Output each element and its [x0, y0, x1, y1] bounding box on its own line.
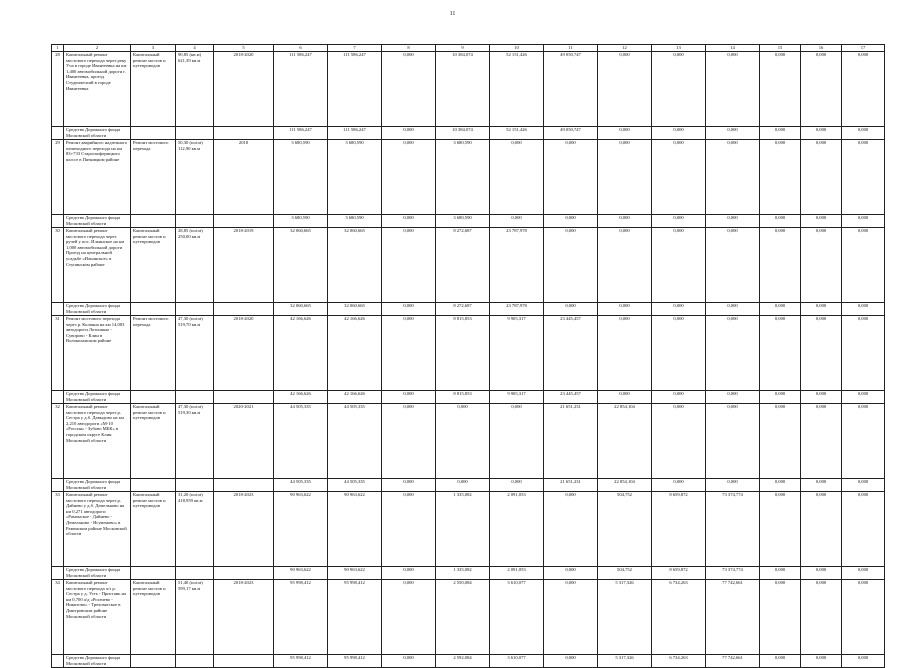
amount-cell: 23 445,457: [544, 316, 598, 391]
page-number: 11: [449, 11, 456, 17]
amount-cell: 21 651,231: [544, 479, 598, 492]
row-number: 30: [52, 228, 64, 303]
amount-cell: 32 060,665: [274, 303, 328, 316]
amount-cell: 0,000: [544, 228, 598, 303]
amount-cell: 0,000: [801, 52, 842, 127]
amount-cell: 0,000: [842, 52, 885, 127]
amount-cell: 0,000: [598, 316, 652, 391]
column-number: 12: [598, 45, 652, 52]
amount-cell: 2 592,084: [436, 655, 490, 668]
amount-cell: 3 680,590: [328, 215, 382, 228]
amount-cell: 22 854,104: [598, 479, 652, 492]
empty-cell: [176, 303, 214, 316]
amount-cell: 90 963,622: [328, 567, 382, 580]
amount-cell: 0,000: [652, 140, 706, 215]
amount-cell: 52 151,426: [490, 52, 544, 127]
funding-source: Средства Дорожного фонда Московской области: [64, 655, 131, 668]
amount-cell: 0,000: [652, 404, 706, 479]
table-row: [52, 580, 885, 655]
empty-cell: [214, 127, 274, 140]
empty-cell: [131, 127, 176, 140]
amount-cell: 0,000: [706, 140, 760, 215]
amount-cell: 0,000: [652, 228, 706, 303]
amount-cell: 0,000: [842, 567, 885, 580]
amount-cell: 0,000: [801, 492, 842, 567]
object-capacity: 31,20 (пог.м) 418,959 кв.м: [176, 492, 214, 567]
amount-cell: 0,000: [382, 580, 436, 655]
empty-cell: [131, 567, 176, 580]
amount-cell: 32 060,665: [274, 228, 328, 303]
amount-cell: 0,000: [801, 567, 842, 580]
amount-cell: 10 384,074: [436, 127, 490, 140]
amount-cell: 0,000: [544, 215, 598, 228]
empty-cell: [214, 303, 274, 316]
column-number-row: [52, 45, 885, 52]
object-name: Капитальный ремонт мостового перехода через р. Дайнево у д.б. Демельково на км 0,271 автодороги «Рамонское - Дайнево - Демельково - Игуменово» в Раменском районе Московской области: [64, 492, 131, 567]
empty-cell: [176, 127, 214, 140]
amount-cell: 0,000: [842, 655, 885, 668]
table-row: [52, 140, 885, 215]
amount-cell: 0,000: [842, 316, 885, 391]
work-type: Капитальный ремонт мостов и путепроводов: [131, 52, 176, 127]
row-number: 31: [52, 316, 64, 391]
amount-cell: 42 166,626: [328, 391, 382, 404]
amount-cell: 0,000: [382, 655, 436, 668]
amount-cell: 0,000: [842, 479, 885, 492]
amount-cell: 0,000: [652, 215, 706, 228]
amount-cell: 10 384,074: [436, 52, 490, 127]
work-years: 2018-2020: [214, 52, 274, 127]
column-number: 9: [436, 45, 490, 52]
amount-cell: 0,000: [490, 404, 544, 479]
column-number: 7: [328, 45, 382, 52]
empty-cell: [176, 655, 214, 668]
amount-cell: 0,000: [598, 52, 652, 127]
funding-source: Средства Дорожного фонда Московской области: [64, 215, 131, 228]
amount-cell: 0,000: [801, 140, 842, 215]
amount-cell: 0,000: [598, 228, 652, 303]
row-number: 33: [52, 492, 64, 567]
funding-source: Средства Дорожного фонда Московской области: [64, 391, 131, 404]
amount-cell: 8 272,687: [436, 228, 490, 303]
funding-source-row: [52, 127, 885, 140]
funding-source-row: [52, 215, 885, 228]
amount-cell: 0,000: [760, 316, 801, 391]
column-number: 13: [652, 45, 706, 52]
empty-cell: [52, 391, 64, 404]
amount-cell: 0,000: [706, 228, 760, 303]
work-years: 2018-2019: [214, 228, 274, 303]
amount-cell: 0,000: [652, 479, 706, 492]
amount-cell: 44 505,335: [328, 479, 382, 492]
amount-cell: 504,752: [598, 492, 652, 567]
amount-cell: 0,000: [652, 316, 706, 391]
amount-cell: 0,000: [652, 391, 706, 404]
amount-cell: 3 680,590: [436, 140, 490, 215]
column-number: 1: [52, 45, 64, 52]
work-years: 2018: [214, 140, 274, 215]
amount-cell: 0,000: [382, 52, 436, 127]
amount-cell: 42 166,626: [328, 316, 382, 391]
amount-cell: 0,000: [706, 391, 760, 404]
amount-cell: 0,000: [801, 215, 842, 228]
amount-cell: 0,000: [760, 479, 801, 492]
amount-cell: 0,000: [706, 404, 760, 479]
amount-cell: 23 787,978: [490, 303, 544, 316]
amount-cell: 0,000: [598, 127, 652, 140]
amount-cell: 3 680,590: [274, 140, 328, 215]
funding-source: Средства Дорожного фонда Московской области: [64, 127, 131, 140]
amount-cell: 90 963,622: [274, 567, 328, 580]
amount-cell: 0,000: [801, 391, 842, 404]
column-number: 10: [490, 45, 544, 52]
amount-cell: 0,000: [842, 127, 885, 140]
amount-cell: 0,000: [544, 655, 598, 668]
empty-cell: [131, 303, 176, 316]
amount-cell: 95 998,412: [328, 655, 382, 668]
amount-cell: 77 742,661: [706, 580, 760, 655]
amount-cell: 0,000: [760, 567, 801, 580]
amount-cell: 0,000: [760, 228, 801, 303]
amount-cell: 2 091,053: [490, 567, 544, 580]
row-number: 29: [52, 140, 64, 215]
program-table: [51, 44, 885, 668]
amount-cell: 3 680,590: [328, 140, 382, 215]
amount-cell: 2 550,084: [436, 580, 490, 655]
column-number: 6: [274, 45, 328, 52]
amount-cell: 8 815,853: [436, 391, 490, 404]
work-type: Капитальный ремонт мостов и путепроводов: [131, 580, 176, 655]
object-name: Ремонт аварийного надземного пешеходного перехода на км 83+733 Староскоферицкого шоссе в Пятницком районе: [64, 140, 131, 215]
amount-cell: 0,000: [706, 316, 760, 391]
column-number: 15: [760, 45, 801, 52]
amount-cell: 90 963,622: [274, 492, 328, 567]
amount-cell: 0,000: [598, 140, 652, 215]
funding-source: Средства Дорожного фонда Московской области: [64, 567, 131, 580]
empty-cell: [52, 127, 64, 140]
amount-cell: 0,000: [382, 391, 436, 404]
funding-source-row: [52, 655, 885, 668]
amount-cell: 0,000: [842, 580, 885, 655]
amount-cell: 0,000: [760, 404, 801, 479]
empty-cell: [52, 303, 64, 316]
amount-cell: 504,752: [598, 567, 652, 580]
amount-cell: 0,000: [842, 228, 885, 303]
amount-cell: 8 659,872: [652, 567, 706, 580]
amount-cell: 6 734,263: [652, 655, 706, 668]
work-years: 2018-2023: [214, 492, 274, 567]
funding-source-row: [52, 479, 885, 492]
column-number: 4: [176, 45, 214, 52]
column-number: 11: [544, 45, 598, 52]
amount-cell: 0,000: [760, 303, 801, 316]
work-years: 2018-2023: [214, 580, 274, 655]
amount-cell: 111 586,247: [274, 127, 328, 140]
object-capacity: 51,40 (пог.м) 599,17 кв.м: [176, 580, 214, 655]
amount-cell: 23 787,978: [490, 228, 544, 303]
column-number: 2: [64, 45, 131, 52]
empty-cell: [131, 655, 176, 668]
object-name: Капитальный ремонт мостового перехода через реку Уча в городе Ивантеевка на км 1,400 автомобильной дороги г. Ивантеевка, проезд Студенческий в городе Ивантеевка: [64, 52, 131, 127]
amount-cell: 0,000: [382, 567, 436, 580]
table-row: [52, 228, 885, 303]
empty-cell: [131, 479, 176, 492]
work-type: Ремонт мостового перехода: [131, 140, 176, 215]
amount-cell: 0,000: [760, 655, 801, 668]
amount-cell: 0,000: [598, 303, 652, 316]
table-row: [52, 316, 885, 391]
amount-cell: 8 659,872: [652, 492, 706, 567]
amount-cell: 8 272,687: [436, 303, 490, 316]
amount-cell: 0,000: [842, 215, 885, 228]
column-number: 3: [131, 45, 176, 52]
amount-cell: 2 091,053: [490, 492, 544, 567]
amount-cell: 73 374,774: [706, 492, 760, 567]
object-capacity: 47,30 (пог.м) 519,70 кв.м: [176, 316, 214, 391]
empty-cell: [52, 655, 64, 668]
amount-cell: 0,000: [382, 140, 436, 215]
amount-cell: 0,000: [652, 303, 706, 316]
work-type: Капитальный ремонт мостов и путепроводов: [131, 492, 176, 567]
object-capacity: 47,30 (пог.м) 519,30 кв.м: [176, 404, 214, 479]
amount-cell: 9 905,317: [490, 391, 544, 404]
amount-cell: 0,000: [544, 140, 598, 215]
amount-cell: 0,000: [544, 580, 598, 655]
amount-cell: 0,000: [706, 52, 760, 127]
amount-cell: 0,000: [842, 303, 885, 316]
amount-cell: 95 998,412: [274, 655, 328, 668]
amount-cell: 44 505,335: [274, 404, 328, 479]
amount-cell: 49 050,747: [544, 52, 598, 127]
amount-cell: 0,000: [760, 127, 801, 140]
amount-cell: 0,000: [842, 492, 885, 567]
amount-cell: 44 505,335: [328, 404, 382, 479]
amount-cell: 6 734,263: [652, 580, 706, 655]
column-number: 17: [842, 45, 885, 52]
amount-cell: 0,000: [801, 404, 842, 479]
amount-cell: 0,000: [436, 404, 490, 479]
object-name: Капитальный ремонт мостового перехода через р. Сестра у д.б. Давыдово на км 2,210 автодороги «М-10 «Россия» - Зубово МБК» в городском округе Клин Московской области: [64, 404, 131, 479]
amount-cell: 0,000: [544, 303, 598, 316]
column-number: 5: [214, 45, 274, 52]
amount-cell: 111 586,247: [274, 52, 328, 127]
empty-cell: [176, 479, 214, 492]
amount-cell: 0,000: [382, 316, 436, 391]
amount-cell: 0,000: [760, 140, 801, 215]
amount-cell: 32 060,665: [328, 228, 382, 303]
amount-cell: 49 050,747: [544, 127, 598, 140]
row-number: 28: [52, 52, 64, 127]
amount-cell: 0,000: [382, 303, 436, 316]
amount-cell: 0,000: [842, 404, 885, 479]
amount-cell: 0,000: [801, 316, 842, 391]
amount-cell: 111 586,247: [328, 127, 382, 140]
amount-cell: 3 680,590: [436, 215, 490, 228]
row-number: 32: [52, 404, 64, 479]
amount-cell: 0,000: [490, 140, 544, 215]
amount-cell: 0,000: [760, 215, 801, 228]
amount-cell: 0,000: [760, 52, 801, 127]
column-number: 16: [801, 45, 842, 52]
object-name: Ремонт мостового перехода через р. Колпяна на км 14,083 автодороги Лотошино - Суворово - Клин в Волоколамском районе: [64, 316, 131, 391]
amount-cell: 52 151,426: [490, 127, 544, 140]
amount-cell: 0,000: [382, 479, 436, 492]
empty-cell: [131, 215, 176, 228]
amount-cell: 0,000: [382, 215, 436, 228]
empty-cell: [214, 567, 274, 580]
table-row: [52, 492, 885, 567]
amount-cell: 0,000: [598, 215, 652, 228]
empty-cell: [214, 655, 274, 668]
amount-cell: 0,000: [706, 303, 760, 316]
funding-source-row: [52, 391, 885, 404]
amount-cell: 0,000: [801, 580, 842, 655]
amount-cell: 1 335,082: [436, 492, 490, 567]
amount-cell: 0,000: [652, 52, 706, 127]
empty-cell: [176, 215, 214, 228]
object-name: Капитальный ремонт мостового перехода через ручей у пос. Ильинское на км 1,000 автомобильной дороги Проезд на центральной усадьбе «Ильинское» в Ступинском районе: [64, 228, 131, 303]
amount-cell: 22 854,104: [598, 404, 652, 479]
empty-cell: [52, 479, 64, 492]
empty-cell: [176, 391, 214, 404]
column-number: 14: [706, 45, 760, 52]
amount-cell: 5 317,326: [598, 580, 652, 655]
table-row: [52, 52, 885, 127]
amount-cell: 0,000: [382, 492, 436, 567]
amount-cell: 0,000: [436, 479, 490, 492]
amount-cell: 3 610,077: [490, 580, 544, 655]
amount-cell: 32 060,665: [328, 303, 382, 316]
empty-cell: [131, 391, 176, 404]
work-type: Капитальный ремонт мостов и путепроводов: [131, 228, 176, 303]
funding-source-row: [52, 303, 885, 316]
amount-cell: 0,000: [382, 127, 436, 140]
amount-cell: 0,000: [544, 567, 598, 580]
funding-source: Средства Дорожного фонда Московской области: [64, 479, 131, 492]
amount-cell: 0,000: [801, 479, 842, 492]
amount-cell: 0,000: [842, 140, 885, 215]
amount-cell: 0,000: [490, 215, 544, 228]
object-capacity: 50,30 (пог.м) 112,90 кв.м: [176, 140, 214, 215]
object-name: Капитальный ремонт мостового перехода ч/з р. Сестра у д. Усть - Пристань на км 0,700 а/д «Рогачево - Никитово» - Трехсвятское в Дмитровском районе Московской области: [64, 580, 131, 655]
work-years: 2018-2020: [214, 316, 274, 391]
work-type: Капитальный ремонт мостов и путепроводов: [131, 404, 176, 479]
amount-cell: 0,000: [760, 580, 801, 655]
row-number: 34: [52, 580, 64, 655]
amount-cell: 5 317,326: [598, 655, 652, 668]
empty-cell: [214, 215, 274, 228]
amount-cell: 95 998,412: [328, 580, 382, 655]
empty-cell: [214, 479, 274, 492]
amount-cell: 0,000: [706, 479, 760, 492]
empty-cell: [52, 215, 64, 228]
empty-cell: [176, 567, 214, 580]
amount-cell: 23 445,457: [544, 391, 598, 404]
table-body: [52, 45, 885, 668]
work-type: Ремонт мостового перехода: [131, 316, 176, 391]
object-capacity: 28,85 (пог.м) 250,00 кв.м: [176, 228, 214, 303]
amount-cell: 0,000: [544, 492, 598, 567]
amount-cell: 44 505,335: [274, 479, 328, 492]
amount-cell: 0,000: [801, 303, 842, 316]
amount-cell: 73 374,774: [706, 567, 760, 580]
amount-cell: 0,000: [652, 127, 706, 140]
amount-cell: 42 166,626: [274, 316, 328, 391]
empty-cell: [214, 391, 274, 404]
amount-cell: 0,000: [706, 215, 760, 228]
column-number: 8: [382, 45, 436, 52]
object-capacity: 90,85 (кв.м) 621,39 кв.м: [176, 52, 214, 127]
amount-cell: 90 963,622: [328, 492, 382, 567]
amount-cell: 0,000: [801, 655, 842, 668]
amount-cell: 95 998,412: [274, 580, 328, 655]
amount-cell: 9 905,317: [490, 316, 544, 391]
amount-cell: 111 586,247: [328, 52, 382, 127]
funding-source-row: [52, 567, 885, 580]
table-row: [52, 404, 885, 479]
amount-cell: 0,000: [801, 127, 842, 140]
amount-cell: 3 680,590: [274, 215, 328, 228]
amount-cell: 1 335,082: [436, 567, 490, 580]
amount-cell: 0,000: [842, 391, 885, 404]
amount-cell: 21 651,231: [544, 404, 598, 479]
amount-cell: 3 610,077: [490, 655, 544, 668]
amount-cell: 77 742,661: [706, 655, 760, 668]
amount-cell: 0,000: [382, 228, 436, 303]
amount-cell: 0,000: [706, 127, 760, 140]
amount-cell: 0,000: [598, 391, 652, 404]
work-years: 2020-2021: [214, 404, 274, 479]
amount-cell: 8 815,853: [436, 316, 490, 391]
amount-cell: 0,000: [382, 404, 436, 479]
amount-cell: 0,000: [760, 492, 801, 567]
amount-cell: 0,000: [490, 479, 544, 492]
amount-cell: 42 166,626: [274, 391, 328, 404]
funding-source: Средства Дорожного фонда Московской области: [64, 303, 131, 316]
amount-cell: 0,000: [801, 228, 842, 303]
amount-cell: 0,000: [760, 391, 801, 404]
empty-cell: [52, 567, 64, 580]
